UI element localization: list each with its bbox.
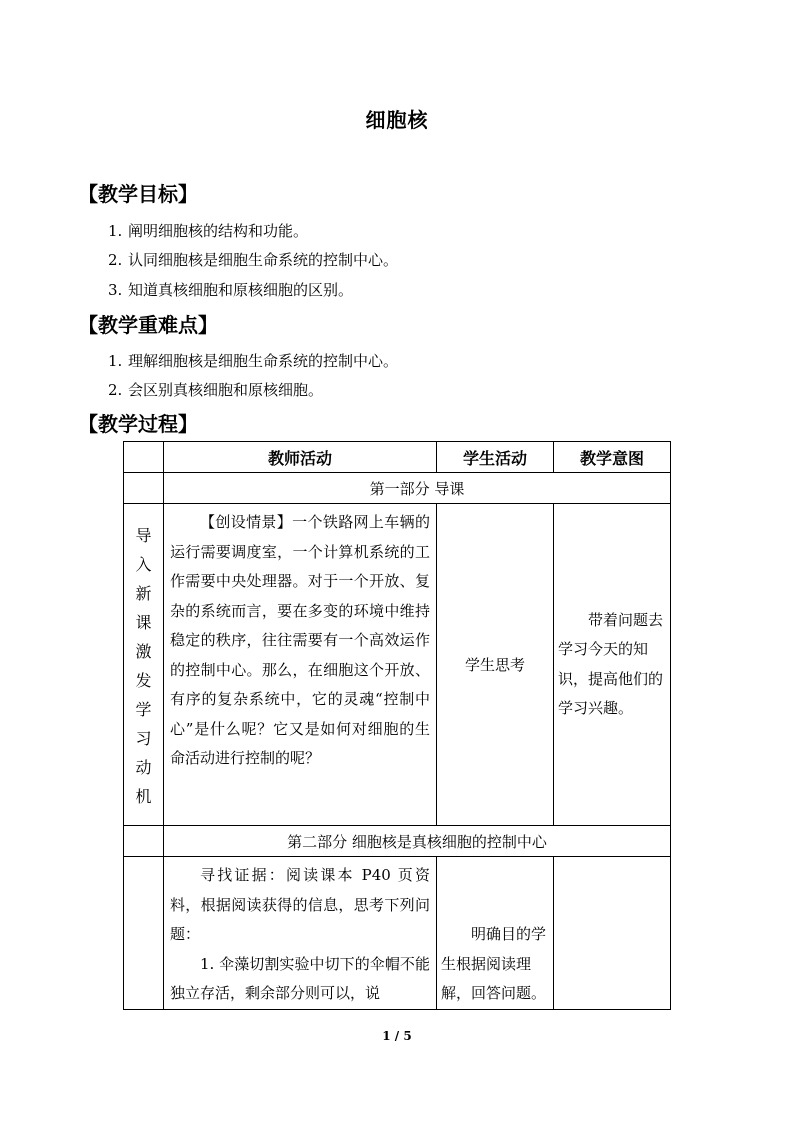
header-teacher-activity: 教师活动 xyxy=(164,442,437,473)
key-point-item-1: 1. 理解细胞核是细胞生命系统的控制中心。 xyxy=(108,352,399,370)
section-heading-key-points: 【教学重难点】 xyxy=(78,313,218,337)
teacher-activity-evidence: 寻找证据：阅读课本 P40 页资料，根据阅读获得的信息，思考下列问题： 1. 伞藻切割实验中切下的伞帽不能独立存活，剩余部分则可以，说 xyxy=(164,857,437,1010)
part-row-1 xyxy=(124,473,671,504)
part-row-2 xyxy=(124,826,671,857)
teaching-intent-intro: 带着问题去学习今天的知识，提高他们的学习兴趣。 xyxy=(554,504,671,826)
header-teaching-intent: 教学意图 xyxy=(554,442,671,473)
part-title-1: 第一部分 导课 xyxy=(164,473,671,504)
goal-item-1: 1. 阐明细胞核的结构和功能。 xyxy=(108,222,309,240)
header-student-activity: 学生活动 xyxy=(437,442,554,473)
student-activity-evidence: 明确目的学生根据阅读理解，回答问题。 xyxy=(437,857,554,1010)
teacher-activity-intro: 【创设情景】一个铁路网上车辆的运行需要调度室，一个计算机系统的工作需要中央处理器。对于一个开放、复杂的系统而言，要在多变的环境中维持稳定的秩序，往往需要有一个高效运作的控制中心。那么，在细胞这个开放、有序的复杂系统中，它的灵魂“控制中心”是什么呢？它又是如何对细胞的生命活动进行控制的呢？ xyxy=(164,504,437,826)
key-point-item-2: 2. 会区别真核细胞和原核细胞。 xyxy=(108,381,324,399)
section-heading-process: 【教学过程】 xyxy=(78,412,198,436)
header-stage xyxy=(124,442,164,473)
page-number: 1 / 5 xyxy=(382,1029,412,1043)
stage-label-intro: 导 入 新 课 激 发 学 习 动 机 xyxy=(124,504,164,826)
teaching-process-table xyxy=(123,441,671,1010)
table-header-row xyxy=(124,442,671,473)
goal-item-3: 3. 知道真核细胞和原核细胞的区别。 xyxy=(108,281,354,299)
part-title-2: 第二部分 细胞核是真核细胞的控制中心 xyxy=(164,826,671,857)
document-title: 细胞核 xyxy=(365,108,429,132)
table-row xyxy=(124,857,671,1010)
student-activity-intro: 学生思考 xyxy=(437,504,554,826)
section-heading-goals: 【教学目标】 xyxy=(78,182,198,206)
goal-item-2: 2. 认同细胞核是细胞生命系统的控制中心。 xyxy=(108,251,399,269)
table-row xyxy=(124,504,671,826)
